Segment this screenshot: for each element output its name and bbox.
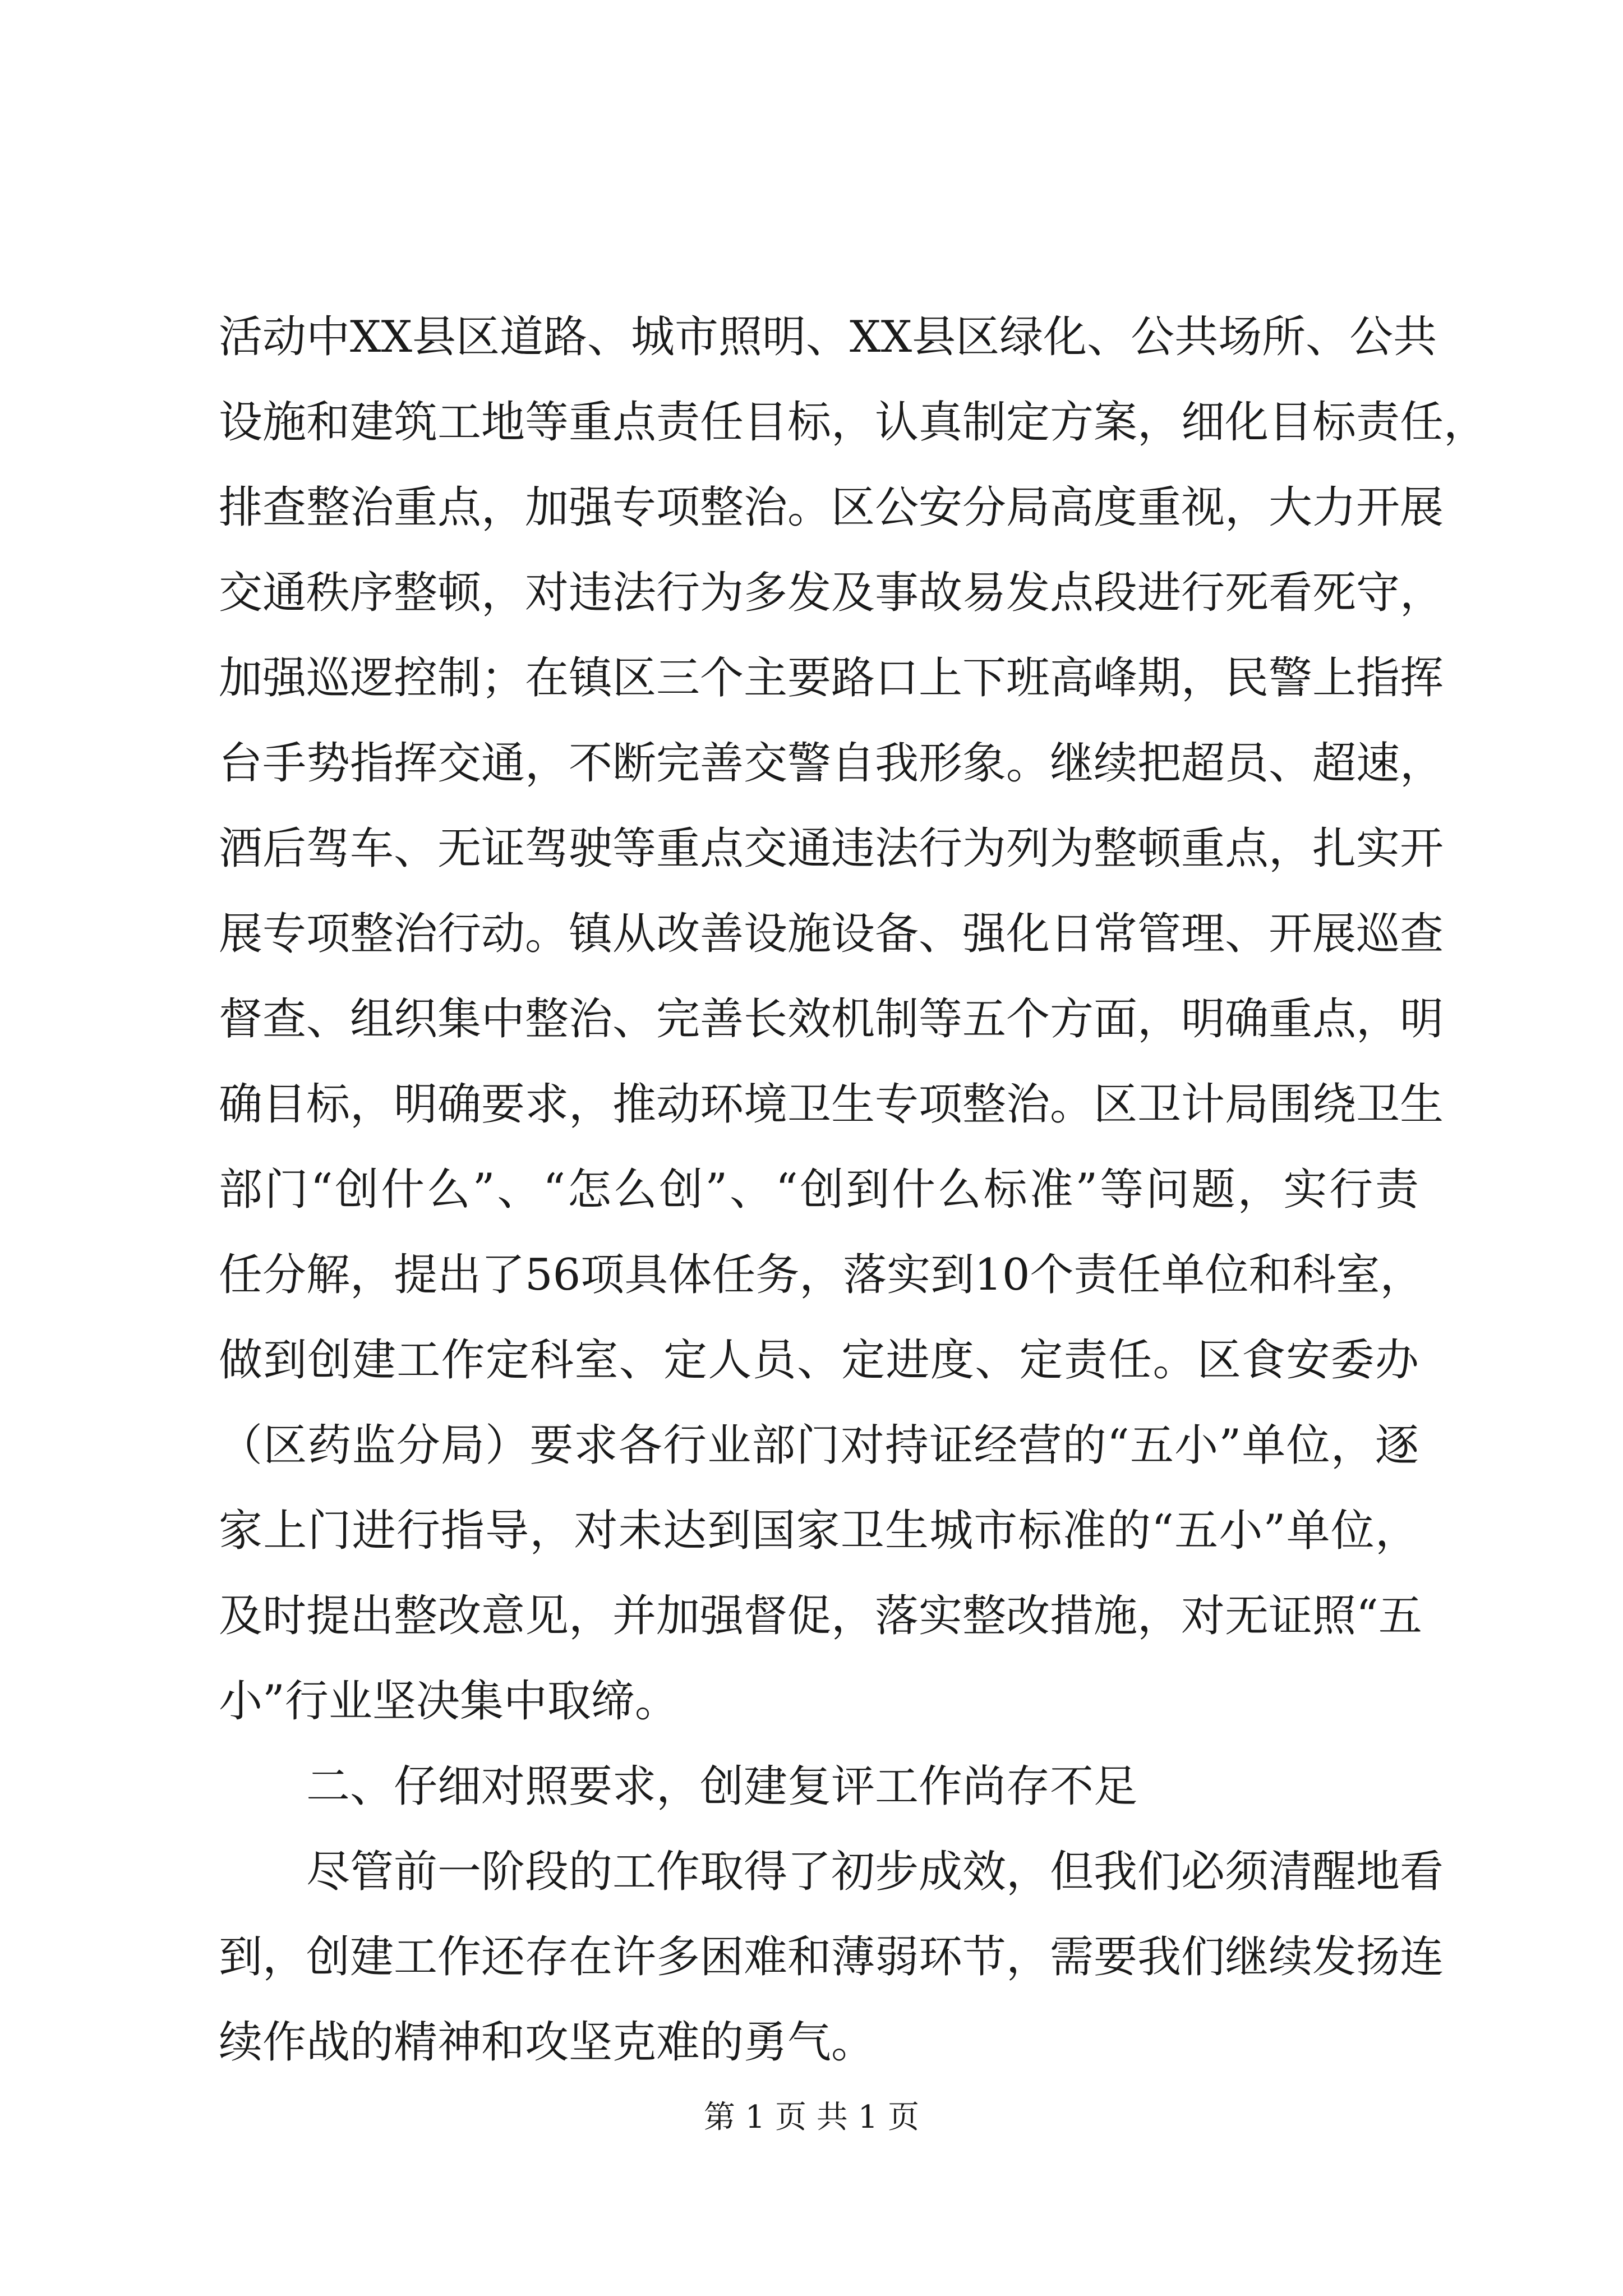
paragraph-line: 确目标，明确要求，推动环境卫生专项整治。区卫计局围绕卫生 bbox=[219, 1079, 1444, 1130]
paragraph-line: 台手势指挥交通，不断完善交警自我形象。继续把超员、超速， bbox=[219, 738, 1444, 789]
paragraph-line: 做到创建工作定科室、定人员、定进度、定责任。区食安委办 bbox=[219, 1335, 1419, 1386]
paragraph-line: 续作战的精神和攻坚克难的勇气。 bbox=[219, 2017, 875, 2068]
paragraph-line: 部门“创什么”、“怎么创”、“创到什么标准”等问题，实行责 bbox=[219, 1165, 1419, 1215]
page-number-footer: 第 1 页 共 1 页 bbox=[703, 2099, 920, 2136]
paragraph-line: 设施和建筑工地等重点责任目标，认真制定方案，细化目标责任， bbox=[219, 397, 1488, 448]
paragraph-line: 活动中XX县区道路、城市照明、XX县区绿化、公共场所、公共 bbox=[219, 312, 1437, 362]
paragraph-line: 尽管前一阶段的工作取得了初步成效，但我们必须清醒地看 bbox=[306, 1847, 1444, 1897]
paragraph-line: 展专项整治行动。镇从改善设施设备、强化日常管理、开展巡查 bbox=[219, 909, 1444, 959]
paragraph-line: 家上门进行指导，对未达到国家卫生城市标准的“五小”单位， bbox=[219, 1506, 1419, 1556]
paragraph-line: 任分解，提出了56项具体任务，落实到10个责任单位和科室， bbox=[219, 1250, 1424, 1300]
paragraph-line: 及时提出整改意见，并加强督促，落实整改措施，对无证照“五 bbox=[219, 1591, 1422, 1641]
paragraph-line: 督查、组织集中整治、完善长效机制等五个方面，明确重点，明 bbox=[219, 994, 1444, 1045]
paragraph-line: 加强巡逻控制；在镇区三个主要路口上下班高峰期，民警上指挥 bbox=[219, 653, 1444, 703]
paragraph-line: 排查整治重点，加强专项整治。区公安分局高度重视，大力开展 bbox=[219, 482, 1444, 533]
paragraph-line: 交通秩序整顿，对违法行为多发及事故易发点段进行死看死守， bbox=[219, 568, 1444, 618]
document-body bbox=[219, 295, 1488, 2085]
paragraph-line: 到，创建工作还存在许多困难和薄弱环节，需要我们继续发扬连 bbox=[219, 1932, 1444, 1982]
section-heading: 二、仔细对照要求，创建复评工作尚存不足 bbox=[306, 1761, 1138, 1812]
paragraph-line: 酒后驾车、无证驾驶等重点交通违法行为列为整顿重点，扎实开 bbox=[219, 823, 1444, 874]
paragraph-line: 小”行业坚决集中取缔。 bbox=[219, 1676, 679, 1727]
paragraph-line: （区药监分局）要求各行业部门对持证经营的“五小”单位，逐 bbox=[219, 1420, 1419, 1471]
